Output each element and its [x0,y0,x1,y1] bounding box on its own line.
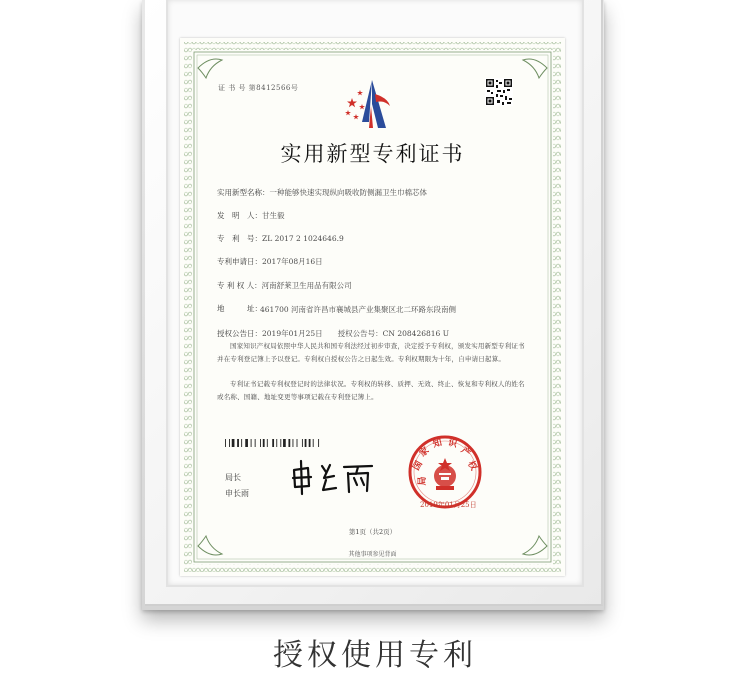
field-patentee [217,280,352,291]
field-utility-model-name [217,187,427,198]
footnote: 其他事项参见背面 [348,551,397,558]
barcode-icon [225,439,350,447]
field-label: 地 址： [217,304,262,313]
page-number: 第1页（共2页） [348,528,397,536]
qr-code-icon [485,78,513,106]
field-value: 甘生毅 [262,211,285,220]
field-label: 专利申请日： [217,257,262,266]
patent-office-logo-icon [342,76,398,134]
svg-text:识: 识 [446,438,459,451]
field-value: ZL 2017 2 1024646.9 [262,234,344,243]
certificate-title: 实用新型专利证书 [280,142,465,166]
svg-text:权: 权 [465,459,479,473]
svg-text:产: 产 [458,445,472,460]
field-address-label [217,303,262,314]
field-value: 2019年01月25日 授权公告号：CN 208426816 U [262,329,450,338]
svg-text:国: 国 [411,459,425,473]
director-title: 局长 [225,473,241,482]
field-label: 发 明 人： [217,211,262,220]
field-inventor [217,210,285,221]
statement-paragraph: 国家知识产权局依照中华人民共和国专利法经过初步审查，决定授予专利权，颁发实用新型专利证书并在专利登记簿上予以登记。专利权自授权公告之日起生效。专利权期限为十年，自申请日起算。 [217,342,525,363]
director-name: 申长雨 [225,489,249,498]
director-signature [288,458,378,496]
legal-status-paragraph: 专利证书记载专利权登记时的法律状况。专利权的转移、质押、无效、终止、恢复和专利权人的姓名或名称、国籍、地址变更等事项记载在专利登记簿上。 [217,380,525,401]
field-label: 专 利 权 人： [217,281,262,290]
svg-text:局: 局 [418,476,428,486]
seal-date: 2019年01月25日 [420,501,477,509]
field-value: 2017年08月16日 [262,257,323,266]
field-label: 授权公告日： [217,329,262,338]
page-caption: 授权使用专利 [273,638,477,673]
field-label: 实用新型名称： [217,188,270,197]
field-value: 一种能够快速实现纵向吸收防侧漏卫生巾棉芯体 [269,188,427,197]
field-patent-number [217,233,344,244]
field-grant-date [217,328,449,339]
svg-text:家: 家 [418,445,432,460]
certificate-number: 证 书 号 第8412566号 [218,84,299,92]
patent-certificate [180,38,565,576]
field-address-value: 461700 河南省许昌市襄城县产业集聚区北二环路东段南侧 [260,305,457,314]
field-label: 专 利 号： [217,234,262,243]
field-application-date [217,256,323,267]
field-value: 河南舒莱卫生用品有限公司 [261,281,352,290]
svg-text:知: 知 [431,438,444,451]
